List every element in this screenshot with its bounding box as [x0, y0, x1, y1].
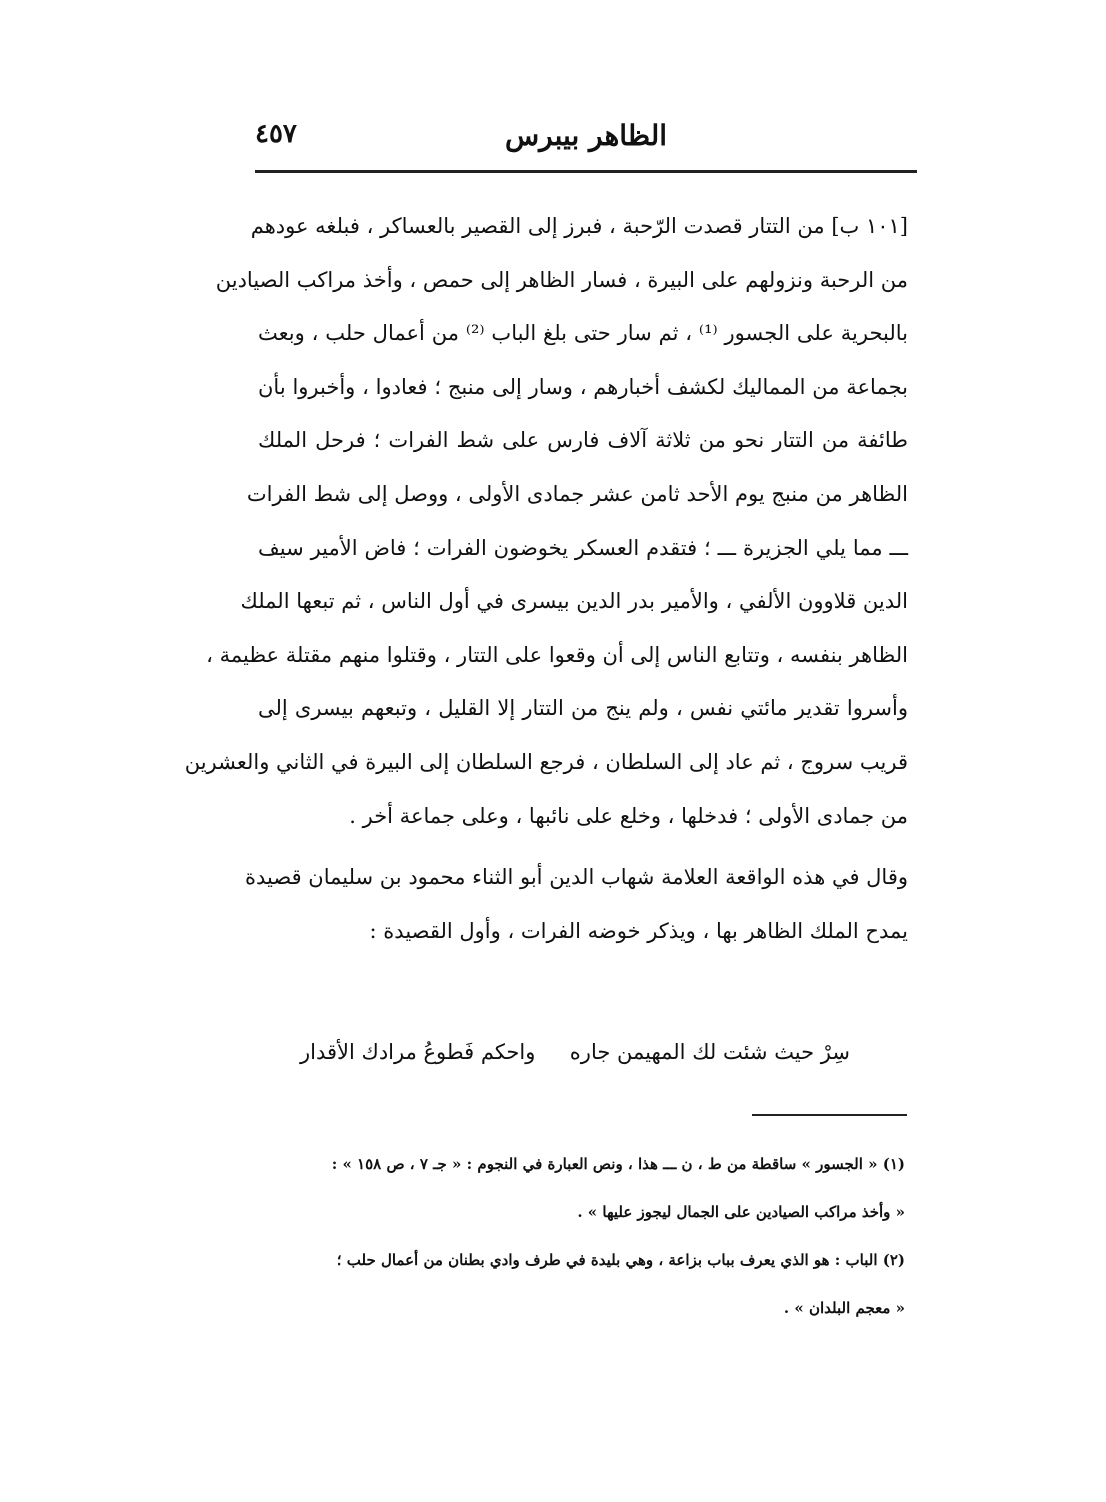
text-line: ـــ مما يلي الجزيرة ـــ ؛ فتقدم العسكر يخوضون الفرات ؛ فاض الأمير سيف: [258, 535, 908, 560]
running-title: الظاهر بيبرس: [504, 119, 668, 152]
text-line: طائفة من التتار نحو من ثلاثة آلاف فارس على شط الفرات ؛ فرحل الملك: [258, 428, 908, 453]
text-line: يمدح الملك الظاهر بها ، ويذكر خوضه الفرات ، وأول القصيدة :: [369, 918, 908, 943]
verse-first-hemistich: سِرْ حيث شئت لك المهيمن جاره: [569, 1040, 850, 1064]
paragraph-1: [184, 200, 909, 843]
text-line: الظاهر من منبج يوم الأحد ثامن عشر جمادى الأولى ، ووصل إلى شط الفرات: [246, 481, 908, 506]
page-number: ٤٥٧: [255, 119, 297, 149]
text-line: من جمادى الأولى ؛ فدخلها ، وخلع على نائبها ، وعلى جماعة أخر .: [349, 803, 908, 828]
text-line: من الرحبة ونزولهم على البيرة ، فسار الظاهر إلى حمص ، وأخذ مراكب الصيادين: [215, 267, 908, 292]
text-line: وقال في هذه الواقعة العلامة شهاب الدين أبو الثناء محمود بن سليمان قصيدة: [245, 865, 908, 890]
verse-second-hemistich: واحكم فَطوعُ مرادك الأقدار: [300, 1040, 536, 1064]
footnotes: [255, 1140, 905, 1332]
text-line: وأسروا تقدير مائتي نفس ، ولم ينج من التتار إلا القليل ، وتبعهم بيسرى إلى: [258, 696, 908, 721]
footnote-line: (١) « الجسور » ساقطة من ط ، ن ـــ هذا ، ونص العبارة في النجوم : « جـ ٧ ، ص ١٥٨ » :: [331, 1155, 905, 1173]
footnote-rule: [752, 1114, 907, 1116]
header-rule: [255, 170, 917, 173]
text-line: بالبحرية على الجسور ⁽¹⁾ ، ثم سار حتى بلغ الباب ⁽²⁾ من أعمال حلب ، وبعث: [258, 321, 909, 346]
footnote-line: « وأخذ مراكب الصيادين على الجمال ليجوز عليها » .: [577, 1203, 905, 1221]
poem-verse: [270, 1040, 890, 1090]
text-line: الظاهر بنفسه ، وتتابع الناس إلى أن وقعوا على التتار ، وقتلوا منهم مقتلة عظيمة ،: [206, 642, 908, 667]
text-line: قريب سروج ، ثم عاد إلى السلطان ، فرجع السلطان إلى البيرة في الثاني والعشرين: [184, 749, 908, 774]
page-header: [255, 115, 917, 155]
footnote-line: (٢) الباب : هو الذي يعرف بباب بزاعة ، وهي بليدة في طرف وادي بطنان من أعمال حلب ؛: [336, 1251, 905, 1269]
footnote-line: « معجم البلدان » .: [783, 1299, 905, 1317]
text-line: [١٠١ ب] من التتار قصدت الرّحبة ، فبرز إلى القصير بالعساكر ، فبلغه عودهم: [250, 214, 908, 238]
main-text: [184, 200, 909, 958]
paragraph-2: [245, 851, 908, 958]
text-line: الدين قلاوون الألفي ، والأمير بدر الدين بيسرى في أول الناس ، ثم تبعها الملك: [240, 589, 908, 614]
text-line: بجماعة من المماليك لكشف أخبارهم ، وسار إلى منبج ؛ فعادوا ، وأخبروا بأن: [258, 374, 908, 399]
